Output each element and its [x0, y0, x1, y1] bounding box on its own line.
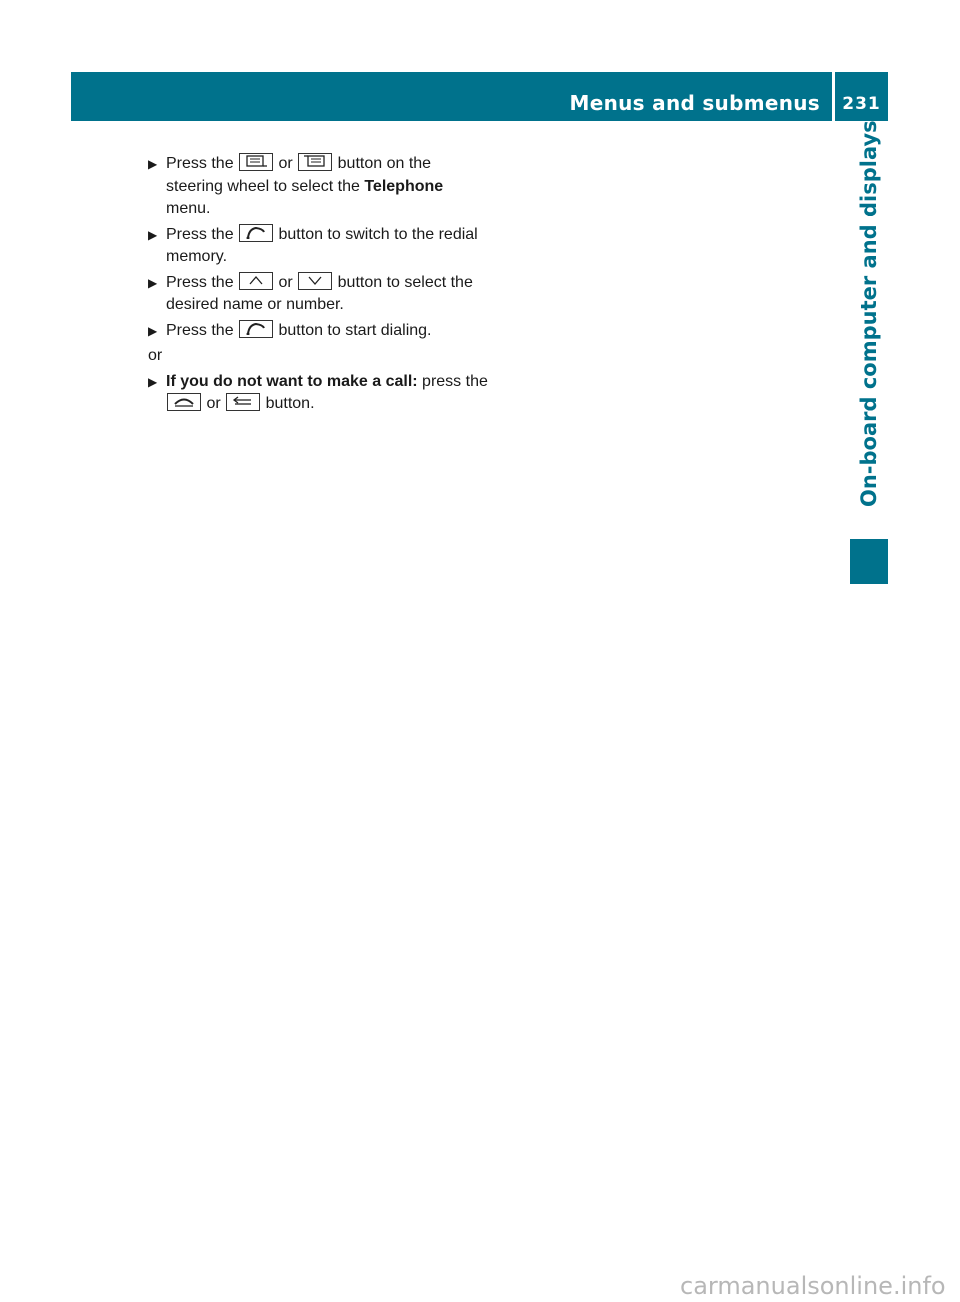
step-text: button to select the desired name or number. — [166, 273, 473, 313]
step-text: Press the — [166, 155, 234, 172]
back-icon — [226, 393, 260, 411]
condition-text: If you do not want to make a call: — [166, 372, 418, 390]
or-separator: or — [148, 347, 163, 364]
step-text: or — [278, 273, 293, 291]
menu-back-icon — [298, 153, 332, 171]
phone-accept-icon — [239, 320, 273, 338]
side-tab-marker — [850, 539, 888, 584]
instructions — [148, 153, 488, 419]
bullet-arrow-icon: ▶ — [148, 227, 158, 242]
step-text: button on the steering wheel to select the — [166, 155, 432, 195]
step-select-telephone — [148, 153, 488, 221]
bullet-arrow-icon: ▶ — [148, 157, 158, 171]
step-start-dialing — [148, 320, 488, 343]
phone-accept-icon — [239, 224, 273, 242]
menu-name: Telephone — [364, 177, 444, 195]
bullet-arrow-icon: ▶ — [148, 323, 158, 338]
header-bar — [71, 72, 832, 121]
step-text: Press the — [166, 321, 234, 339]
page-number-box — [835, 72, 888, 121]
arrow-down-icon — [298, 272, 332, 290]
arrow-up-icon — [239, 272, 273, 290]
watermark: carmanualsonline.info — [680, 1272, 946, 1300]
step-text: Press the — [166, 225, 234, 243]
step-text: button to start dialing. — [278, 321, 432, 339]
bullet-arrow-icon: ▶ — [148, 374, 158, 389]
step-text: or — [278, 155, 293, 172]
menu-forward-icon — [239, 153, 273, 171]
phone-end-icon — [167, 393, 201, 411]
side-tab — [850, 121, 888, 531]
step-redial-memory — [148, 224, 488, 269]
step-text: button. — [265, 395, 315, 412]
step-cancel-call — [148, 371, 488, 416]
page-number: 231 — [842, 94, 881, 114]
section-title: Menus and submenus — [569, 91, 820, 115]
side-tab-label: On-board computer and displays — [857, 120, 881, 507]
step-text: Press the — [166, 273, 234, 291]
step-text: press the — [422, 372, 488, 390]
step-text: menu. — [166, 200, 211, 217]
bullet-arrow-icon: ▶ — [148, 275, 158, 290]
step-text: button to switch to the redial memory. — [166, 225, 478, 265]
step-select-entry — [148, 272, 488, 317]
step-text: or — [206, 395, 221, 412]
